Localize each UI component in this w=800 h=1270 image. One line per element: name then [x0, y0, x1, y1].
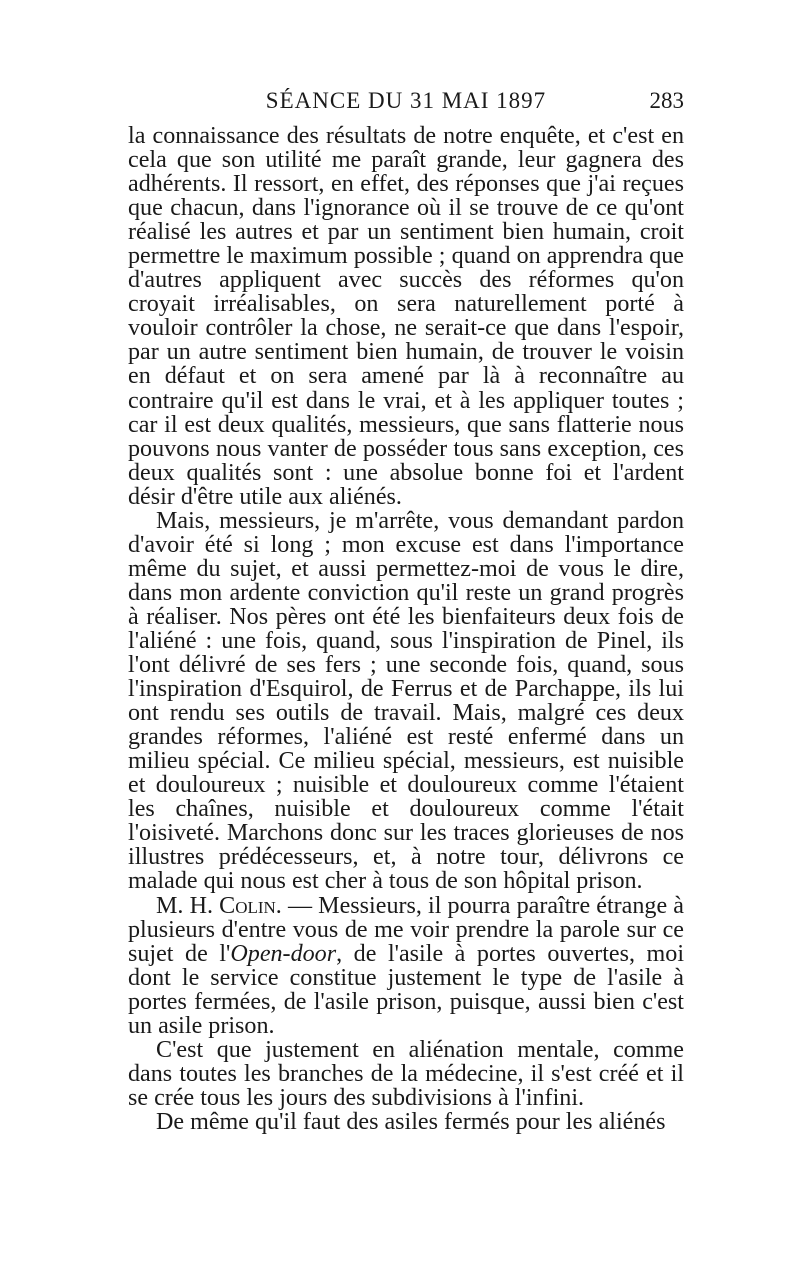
running-head: [128, 88, 684, 118]
paragraph-3-text-a: — Messieurs, il pourra paraître étrange à plusieurs d'entre vous de me voir prendre la parole sur ce sujet de l': [128, 892, 684, 967]
open-door-term: Open-door: [230, 940, 337, 967]
paragraph-4: C'est que justement en aliénation mentale, comme dans toutes les branches de la médecine, il s'est créé et il se crée tous les jours des subdivisions à l'infini.: [128, 1036, 684, 1111]
paragraph-3: [128, 894, 684, 1038]
speaker-name: M. H. Colin.: [156, 892, 282, 919]
page-number: 283: [649, 88, 684, 113]
paragraph-3-text-b: , de l'asile à portes ouvertes, moi dont le service constitue justement le type de l'asile à portes fermées, de l'asile prison, puisque, aussi bien c'est un asile prison.: [128, 940, 685, 1039]
body-text: [128, 124, 684, 1134]
paragraph-5: De même qu'il faut des asiles fermés pour les aliénés: [156, 1108, 666, 1135]
running-title: SÉANCE DU 31 MAI 1897: [265, 88, 547, 113]
paragraph-2: Mais, messieurs, je m'arrête, vous demandant pardon d'avoir été si long ; mon excuse est dans l'importance même du sujet, et aussi permettez-moi de vous le dire, dans mon ardente conviction qu'il reste un grand progrès à réaliser. Nos pères ont été les bienfaiteurs deux fois de l'aliéné : une fois, quand, sous l'inspiration de Pinel, ils l'ont délivré de ses fers ; une seconde fois, quand, sous l'inspiration d'Esquirol, de Ferrus et de Parchappe, ils lui ont rendu ses outils de travail. Mais, malgré ces deux grandes réformes, l'aliéné est resté enfermé dans un milieu spécial. Ce milieu spécial, messieurs, est nuisible et douloureux ; nuisible et douloureux comme l'étaient les chaînes, nuisible et douloureux comme l'était l'oisiveté. Marchons donc sur les traces glorieuses de nos illustres prédécesseurs, et, à notre tour, délivrons ce malade qui nous est cher à tous de son hôpital prison.: [128, 507, 684, 895]
paragraph-1: la connaissance des résultats de notre enquête, et c'est en cela que son utilité me paraît grande, leur gagnera des adhérents. Il ressort, en effet, des réponses que j'ai reçues que chacun, dans l'ignorance où il se trouve de ce qu'ont réalisé les autres et par un sentiment bien humain, croit permettre le maximum possible ; quand on apprendra que d'autres appliquent avec succès des réformes qu'on croyait irréalisables, on sera naturellement porté à vouloir contrôler la chose, ne serait-ce que dans l'espoir, par un autre sentiment bien humain, de trouver le voisin en défaut et on sera amené par là à reconnaître au contraire qu'il est dans le vrai, et à les appliquer toutes ; car il est deux qualités, messieurs, que sans flatterie nous pouvons nous vanter de posséder tous sans exception, ces deux qualités sont : une absolue bonne foi et l'ardent désir d'être utile aux aliénés.: [128, 123, 684, 510]
